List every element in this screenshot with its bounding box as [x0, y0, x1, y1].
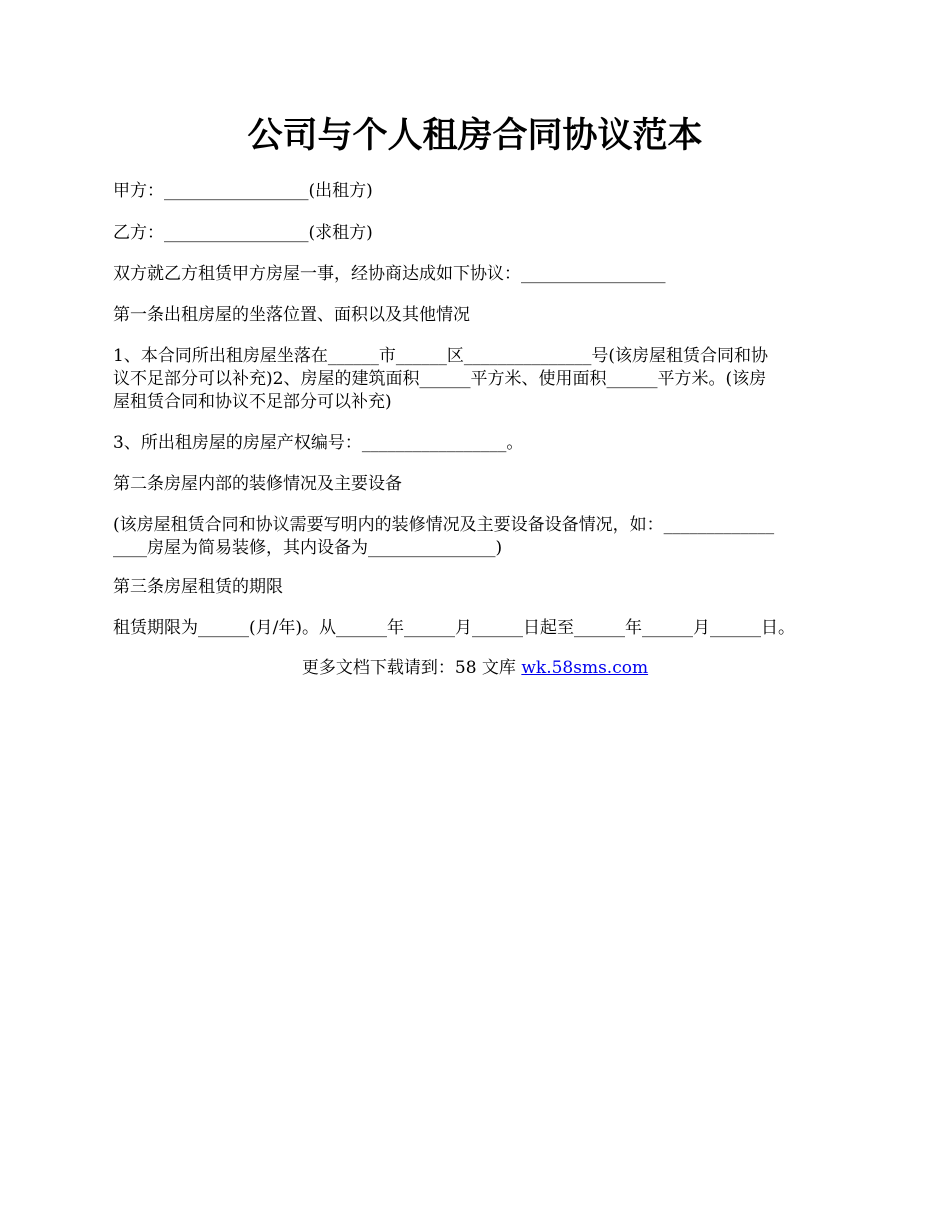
article-1-item-1-line-1: 1、本合同所出租房屋坐落在______市______区_______________号(该房屋租赁合同和协	[113, 346, 768, 366]
footer-text: 更多文档下载请到：58 文库	[301, 658, 522, 678]
intro-paragraph: 双方就乙方租赁甲方房屋一事，经协商达成如下协议：_________________	[113, 264, 666, 284]
article-2-line-1: (该房屋租赁合同和协议需要写明内的装修情况及主要设备设备情况，如：_____________	[113, 515, 775, 535]
article-1-item-3: 3、所出租房屋的房屋产权编号：_________________。	[113, 433, 524, 453]
article-1-heading: 第一条出租房屋的坐落位置、面积以及其他情况	[113, 305, 470, 325]
article-3-heading: 第三条房屋租赁的期限	[113, 577, 283, 597]
article-1-item-1-line-2: 议不足部分可以补充)2、房屋的建筑面积______平方米、使用面积______平方米。(该房	[113, 369, 767, 389]
article-2-line-2: ____房屋为简易装修，其内设备为_______________)	[113, 538, 503, 558]
party-b-line: 乙方：_________________(求租方)	[113, 223, 373, 243]
footer	[0, 657, 950, 680]
document-title: 公司与个人租房合同协议范本	[247, 115, 703, 156]
article-1-item-1-line-3: 屋租赁合同和协议不足部分可以补充)	[113, 392, 392, 412]
article-3-term: 租赁期限为______(月/年)。从______年______月______日起至______年______月______日。	[113, 618, 795, 638]
party-a-line: 甲方：_________________(出租方)	[113, 181, 373, 201]
footer-link[interactable]: wk.58sms.com	[521, 658, 649, 678]
article-2-heading: 第二条房屋内部的装修情况及主要设备	[113, 474, 402, 494]
